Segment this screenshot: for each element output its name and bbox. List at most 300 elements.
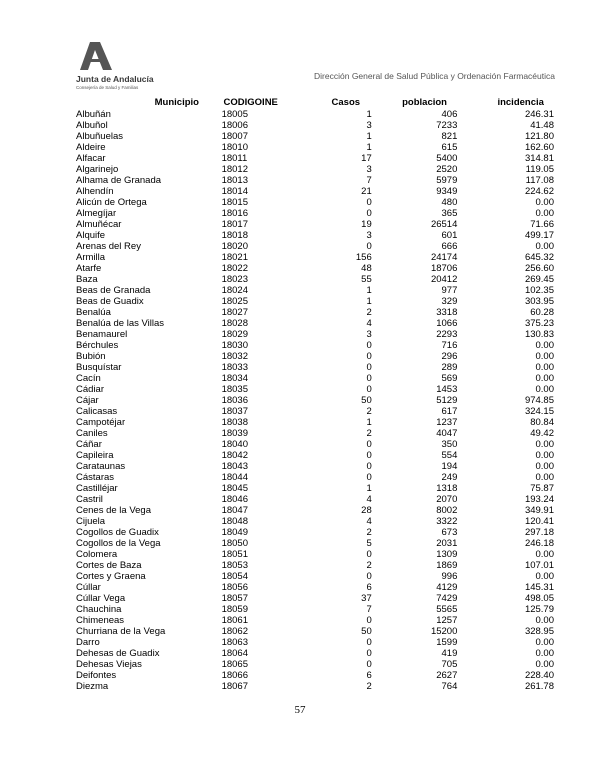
- cell-municipio: Bubión: [76, 351, 106, 362]
- cell-poblacion: 289: [441, 362, 458, 373]
- cell-poblacion: 5979: [436, 175, 458, 186]
- cell-codigoine: 18020: [221, 241, 248, 252]
- cell-poblacion: 1237: [436, 417, 458, 428]
- cell-poblacion: 365: [441, 208, 458, 219]
- cell-codigoine: 18039: [221, 428, 248, 439]
- cell-poblacion: 2293: [436, 329, 458, 340]
- column-header-poblacion: poblacion: [402, 97, 447, 108]
- cell-poblacion: 2070: [436, 494, 458, 505]
- cell-poblacion: 4047: [436, 428, 458, 439]
- cell-poblacion: 1599: [436, 637, 458, 648]
- table-body: [76, 109, 554, 692]
- cell-poblacion: 419: [441, 648, 458, 659]
- cell-incidencia: 297.18: [524, 527, 554, 538]
- cell-incidencia: 246.18: [524, 538, 554, 549]
- cell-incidencia: 303.95: [524, 296, 554, 307]
- cell-codigoine: 18061: [221, 615, 248, 626]
- table-row: [76, 274, 554, 285]
- cell-poblacion: 3318: [436, 307, 458, 318]
- cell-codigoine: 18017: [221, 219, 248, 230]
- cell-municipio: Cájar: [76, 395, 99, 406]
- cell-casos: 0: [366, 384, 372, 395]
- cell-casos: 37: [361, 593, 372, 604]
- cell-codigoine: 18024: [221, 285, 248, 296]
- table-row: [76, 351, 554, 362]
- table-row: [76, 109, 554, 120]
- cell-codigoine: 18015: [221, 197, 248, 208]
- cell-codigoine: 18029: [221, 329, 248, 340]
- table-row: [76, 252, 554, 263]
- cell-municipio: Cúllar: [76, 582, 101, 593]
- junta-logo: [76, 40, 166, 90]
- table-row: [76, 153, 554, 164]
- header-department: Dirección General de Salud Pública y Ordenación Farmacéutica: [314, 71, 555, 81]
- table-row: [76, 340, 554, 351]
- cell-casos: 2: [366, 307, 372, 318]
- column-header-municipio: Municipio: [154, 97, 199, 108]
- cell-codigoine: 18057: [221, 593, 248, 604]
- table-row: [76, 461, 554, 472]
- cell-municipio: Dehesas de Guadix: [76, 648, 160, 659]
- cell-municipio: Baza: [76, 274, 98, 285]
- cell-municipio: Benamaurel: [76, 329, 128, 340]
- cell-incidencia: 130.83: [524, 329, 554, 340]
- table-row: [76, 494, 554, 505]
- cell-codigoine: 18043: [221, 461, 248, 472]
- cell-casos: 17: [361, 153, 372, 164]
- table-row: [76, 560, 554, 571]
- cell-poblacion: 406: [441, 109, 458, 120]
- cell-casos: 6: [366, 582, 372, 593]
- cell-poblacion: 673: [441, 527, 458, 538]
- cell-incidencia: 0.00: [535, 549, 554, 560]
- cell-incidencia: 0.00: [535, 615, 554, 626]
- cell-casos: 156: [355, 252, 372, 263]
- cell-incidencia: 80.84: [530, 417, 554, 428]
- cell-codigoine: 18048: [221, 516, 248, 527]
- cell-municipio: Beas de Guadix: [76, 296, 144, 307]
- table-row: [76, 285, 554, 296]
- cell-casos: 3: [366, 230, 372, 241]
- cell-codigoine: 18028: [221, 318, 248, 329]
- cell-codigoine: 18007: [221, 131, 248, 142]
- table-row: [76, 384, 554, 395]
- cell-codigoine: 18021: [221, 252, 248, 263]
- cell-incidencia: 193.24: [524, 494, 554, 505]
- cell-incidencia: 125.79: [524, 604, 554, 615]
- cell-poblacion: 617: [441, 406, 458, 417]
- cell-incidencia: 120.41: [524, 516, 554, 527]
- cell-poblacion: 24174: [430, 252, 458, 263]
- cell-codigoine: 18011: [221, 153, 248, 164]
- cell-codigoine: 18056: [221, 582, 248, 593]
- cell-casos: 0: [366, 615, 372, 626]
- cell-incidencia: 0.00: [535, 362, 554, 373]
- cell-codigoine: 18042: [221, 450, 248, 461]
- cell-municipio: Albuñuelas: [76, 131, 124, 142]
- cell-casos: 1: [366, 285, 372, 296]
- cell-incidencia: 117.08: [525, 175, 554, 186]
- cell-casos: 4: [366, 516, 372, 527]
- column-header-casos: Casos: [331, 97, 361, 108]
- cell-casos: 0: [366, 472, 372, 483]
- cell-poblacion: 705: [441, 659, 458, 670]
- cell-casos: 2: [366, 428, 372, 439]
- cell-poblacion: 5400: [436, 153, 458, 164]
- table-row: [76, 164, 554, 175]
- cell-municipio: Cogollos de Guadix: [76, 527, 159, 538]
- cell-poblacion: 569: [441, 373, 458, 384]
- cell-municipio: Cúllar Vega: [76, 593, 126, 604]
- table-header-row: [76, 97, 554, 109]
- cell-poblacion: 554: [441, 450, 458, 461]
- cell-casos: 19: [361, 219, 372, 230]
- cell-casos: 2: [366, 681, 372, 692]
- cell-municipio: Busquístar: [76, 362, 122, 373]
- table-row: [76, 197, 554, 208]
- cell-codigoine: 18036: [221, 395, 248, 406]
- cell-poblacion: 7429: [436, 593, 458, 604]
- cell-municipio: Cortes de Baza: [76, 560, 142, 571]
- cell-municipio: Campotéjar: [76, 417, 126, 428]
- cell-codigoine: 18044: [221, 472, 248, 483]
- cell-municipio: Alquife: [76, 230, 106, 241]
- cell-casos: 0: [366, 351, 372, 362]
- cell-poblacion: 2520: [436, 164, 458, 175]
- cell-casos: 0: [366, 362, 372, 373]
- cell-codigoine: 18054: [221, 571, 248, 582]
- cell-casos: 1: [366, 296, 372, 307]
- cell-poblacion: 1066: [436, 318, 458, 329]
- cell-incidencia: 0.00: [535, 450, 554, 461]
- cell-poblacion: 3322: [436, 516, 458, 527]
- cell-poblacion: 8002: [436, 505, 458, 516]
- cell-incidencia: 314.81: [524, 153, 554, 164]
- cell-municipio: Chauchina: [76, 604, 122, 615]
- cell-codigoine: 18045: [221, 483, 248, 494]
- incidence-table: [76, 97, 554, 692]
- junta-logo-mark-icon: [76, 40, 116, 72]
- cell-municipio: Algarinejo: [76, 164, 119, 175]
- cell-poblacion: 977: [441, 285, 458, 296]
- cell-casos: 28: [361, 505, 372, 516]
- cell-incidencia: 349.91: [524, 505, 554, 516]
- cell-poblacion: 15200: [430, 626, 458, 637]
- cell-casos: 0: [366, 241, 372, 252]
- cell-poblacion: 7233: [436, 120, 458, 131]
- cell-casos: 2: [366, 560, 372, 571]
- cell-poblacion: 5129: [436, 395, 458, 406]
- cell-casos: 1: [366, 142, 372, 153]
- cell-casos: 0: [366, 208, 372, 219]
- cell-municipio: Alicún de Ortega: [76, 197, 147, 208]
- cell-casos: 4: [366, 494, 372, 505]
- cell-incidencia: 0.00: [535, 197, 554, 208]
- cell-incidencia: 0.00: [535, 384, 554, 395]
- cell-municipio: Darro: [76, 637, 100, 648]
- cell-incidencia: 645.32: [524, 252, 554, 263]
- cell-casos: 0: [366, 340, 372, 351]
- cell-codigoine: 18012: [221, 164, 248, 175]
- cell-municipio: Cogollos de la Vega: [76, 538, 161, 549]
- cell-municipio: Colomera: [76, 549, 118, 560]
- table-row: [76, 648, 554, 659]
- cell-codigoine: 18049: [221, 527, 248, 538]
- cell-municipio: Almegíjar: [76, 208, 117, 219]
- table-row: [76, 472, 554, 483]
- cell-codigoine: 18014: [221, 186, 248, 197]
- cell-incidencia: 49.42: [530, 428, 554, 439]
- cell-incidencia: 261.78: [524, 681, 554, 692]
- table-row: [76, 219, 554, 230]
- cell-incidencia: 269.45: [524, 274, 554, 285]
- cell-codigoine: 18059: [221, 604, 248, 615]
- cell-municipio: Benalúa de las Villas: [76, 318, 165, 329]
- table-row: [76, 637, 554, 648]
- cell-incidencia: 162.60: [524, 142, 554, 153]
- table-row: [76, 670, 554, 681]
- cell-municipio: Albuñán: [76, 109, 111, 120]
- cell-municipio: Benalúa: [76, 307, 111, 318]
- table-row: [76, 186, 554, 197]
- cell-codigoine: 18005: [221, 109, 248, 120]
- cell-municipio: Carataunas: [76, 461, 126, 472]
- cell-codigoine: 18030: [221, 340, 248, 351]
- cell-poblacion: 18706: [430, 263, 458, 274]
- cell-casos: 3: [366, 329, 372, 340]
- cell-codigoine: 18065: [221, 659, 248, 670]
- cell-incidencia: 0.00: [535, 659, 554, 670]
- table-row: [76, 549, 554, 560]
- cell-incidencia: 324.15: [524, 406, 554, 417]
- cell-poblacion: 329: [441, 296, 458, 307]
- logo-name: Junta de Andalucía: [76, 74, 154, 84]
- cell-incidencia: 328.95: [524, 626, 554, 637]
- cell-codigoine: 18032: [221, 351, 248, 362]
- cell-poblacion: 9349: [436, 186, 458, 197]
- cell-incidencia: 60.28: [530, 307, 554, 318]
- cell-municipio: Cádiar: [76, 384, 104, 395]
- cell-codigoine: 18010: [221, 142, 248, 153]
- cell-municipio: Cijuela: [76, 516, 106, 527]
- column-header-incidencia: incidencia: [497, 97, 544, 108]
- cell-poblacion: 26514: [430, 219, 458, 230]
- table-row: [76, 527, 554, 538]
- cell-casos: 3: [366, 164, 372, 175]
- cell-incidencia: 0.00: [535, 571, 554, 582]
- cell-codigoine: 18022: [221, 263, 248, 274]
- table-row: [76, 230, 554, 241]
- cell-incidencia: 0.00: [535, 241, 554, 252]
- cell-incidencia: 71.66: [530, 219, 554, 230]
- cell-incidencia: 375.23: [524, 318, 554, 329]
- cell-municipio: Aldeire: [76, 142, 106, 153]
- cell-poblacion: 2627: [436, 670, 458, 681]
- cell-poblacion: 350: [441, 439, 458, 450]
- cell-codigoine: 18035: [221, 384, 248, 395]
- cell-incidencia: 224.62: [524, 186, 554, 197]
- table-row: [76, 626, 554, 637]
- page-number: 57: [294, 704, 306, 716]
- cell-poblacion: 296: [441, 351, 458, 362]
- cell-casos: 0: [366, 659, 372, 670]
- table-row: [76, 175, 554, 186]
- cell-codigoine: 18023: [221, 274, 248, 285]
- table-row: [76, 593, 554, 604]
- cell-casos: 55: [361, 274, 372, 285]
- cell-incidencia: 0.00: [535, 472, 554, 483]
- table-row: [76, 362, 554, 373]
- cell-casos: 1: [366, 109, 372, 120]
- cell-municipio: Caniles: [76, 428, 108, 439]
- cell-incidencia: 0.00: [535, 351, 554, 362]
- cell-casos: 0: [366, 197, 372, 208]
- cell-codigoine: 18016: [221, 208, 248, 219]
- cell-municipio: Alfacar: [76, 153, 106, 164]
- table-row: [76, 505, 554, 516]
- cell-casos: 0: [366, 439, 372, 450]
- cell-codigoine: 18063: [221, 637, 248, 648]
- cell-casos: 5: [366, 538, 372, 549]
- cell-codigoine: 18051: [221, 549, 248, 560]
- cell-incidencia: 41.48: [530, 120, 554, 131]
- cell-municipio: Calicasas: [76, 406, 118, 417]
- cell-codigoine: 18047: [221, 505, 248, 516]
- cell-municipio: Deifontes: [76, 670, 117, 681]
- cell-codigoine: 18027: [221, 307, 248, 318]
- cell-incidencia: 145.31: [524, 582, 554, 593]
- cell-incidencia: 246.31: [524, 109, 554, 120]
- cell-casos: 0: [366, 373, 372, 384]
- cell-municipio: Cáñar: [76, 439, 102, 450]
- column-header-codigoine: CODIGOINE: [223, 97, 278, 108]
- table-row: [76, 131, 554, 142]
- table-row: [76, 450, 554, 461]
- table-row: [76, 395, 554, 406]
- table-row: [76, 483, 554, 494]
- cell-incidencia: 498.05: [524, 593, 554, 604]
- cell-poblacion: 996: [441, 571, 458, 582]
- cell-casos: 0: [366, 549, 372, 560]
- table-row: [76, 373, 554, 384]
- cell-municipio: Almuñécar: [76, 219, 122, 230]
- cell-poblacion: 1309: [436, 549, 458, 560]
- cell-poblacion: 601: [441, 230, 458, 241]
- cell-poblacion: 2031: [436, 538, 458, 549]
- cell-casos: 1: [366, 417, 372, 428]
- table-row: [76, 516, 554, 527]
- cell-incidencia: 0.00: [535, 340, 554, 351]
- cell-codigoine: 18064: [221, 648, 248, 659]
- logo-subtitle: Consejería de Salud y Familias: [76, 85, 139, 90]
- cell-poblacion: 821: [441, 131, 458, 142]
- cell-casos: 48: [361, 263, 372, 274]
- cell-incidencia: 256.60: [524, 263, 554, 274]
- cell-municipio: Cacín: [76, 373, 101, 384]
- cell-poblacion: 666: [441, 241, 458, 252]
- table-row: [76, 615, 554, 626]
- cell-poblacion: 1453: [436, 384, 458, 395]
- cell-incidencia: 0.00: [535, 461, 554, 472]
- table-row: [76, 120, 554, 131]
- cell-poblacion: 4129: [436, 582, 458, 593]
- table-row: [76, 428, 554, 439]
- cell-codigoine: 18025: [221, 296, 248, 307]
- cell-poblacion: 194: [441, 461, 458, 472]
- table-row: [76, 296, 554, 307]
- cell-municipio: Capileira: [76, 450, 114, 461]
- cell-municipio: Castilléjar: [76, 483, 118, 494]
- table-row: [76, 439, 554, 450]
- cell-municipio: Arenas del Rey: [76, 241, 141, 252]
- cell-codigoine: 18018: [221, 230, 248, 241]
- cell-casos: 2: [366, 406, 372, 417]
- cell-incidencia: 75.87: [530, 483, 554, 494]
- cell-incidencia: 121.80: [524, 131, 554, 142]
- cell-casos: 3: [366, 120, 372, 131]
- cell-municipio: Chimeneas: [76, 615, 125, 626]
- cell-codigoine: 18006: [221, 120, 248, 131]
- cell-casos: 7: [366, 175, 372, 186]
- cell-codigoine: 18067: [221, 681, 248, 692]
- cell-codigoine: 18013: [221, 175, 248, 186]
- cell-codigoine: 18053: [221, 560, 248, 571]
- cell-municipio: Castril: [76, 494, 103, 505]
- cell-casos: 1: [366, 131, 372, 142]
- cell-codigoine: 18033: [221, 362, 248, 373]
- cell-poblacion: 1869: [436, 560, 458, 571]
- cell-codigoine: 18050: [221, 538, 248, 549]
- table-row: [76, 142, 554, 153]
- cell-municipio: Cenes de la Vega: [76, 505, 152, 516]
- cell-casos: 50: [361, 626, 372, 637]
- cell-municipio: Cortes y Graena: [76, 571, 146, 582]
- table-row: [76, 329, 554, 340]
- cell-municipio: Bérchules: [76, 340, 119, 351]
- cell-incidencia: 0.00: [535, 637, 554, 648]
- cell-poblacion: 716: [441, 340, 458, 351]
- cell-codigoine: 18037: [221, 406, 248, 417]
- cell-poblacion: 249: [441, 472, 458, 483]
- cell-municipio: Albuñol: [76, 120, 108, 131]
- cell-incidencia: 0.00: [535, 373, 554, 384]
- table-row: [76, 538, 554, 549]
- cell-casos: 21: [361, 186, 372, 197]
- cell-poblacion: 480: [441, 197, 458, 208]
- cell-casos: 7: [366, 604, 372, 615]
- cell-casos: 50: [361, 395, 372, 406]
- cell-municipio: Churriana de la Vega: [76, 626, 166, 637]
- table-row: [76, 263, 554, 274]
- cell-municipio: Dehesas Viejas: [76, 659, 142, 670]
- cell-casos: 4: [366, 318, 372, 329]
- cell-poblacion: 615: [441, 142, 458, 153]
- cell-incidencia: 499.17: [524, 230, 554, 241]
- cell-poblacion: 764: [441, 681, 458, 692]
- table-row: [76, 307, 554, 318]
- cell-incidencia: 102.35: [524, 285, 554, 296]
- cell-incidencia: 107.01: [524, 560, 554, 571]
- cell-incidencia: 0.00: [535, 208, 554, 219]
- cell-municipio: Beas de Granada: [76, 285, 151, 296]
- cell-municipio: Armilla: [76, 252, 106, 263]
- cell-municipio: Alhama de Granada: [76, 175, 162, 186]
- cell-codigoine: 18066: [221, 670, 248, 681]
- table-row: [76, 241, 554, 252]
- cell-codigoine: 18038: [221, 417, 248, 428]
- cell-casos: 0: [366, 461, 372, 472]
- cell-casos: 0: [366, 648, 372, 659]
